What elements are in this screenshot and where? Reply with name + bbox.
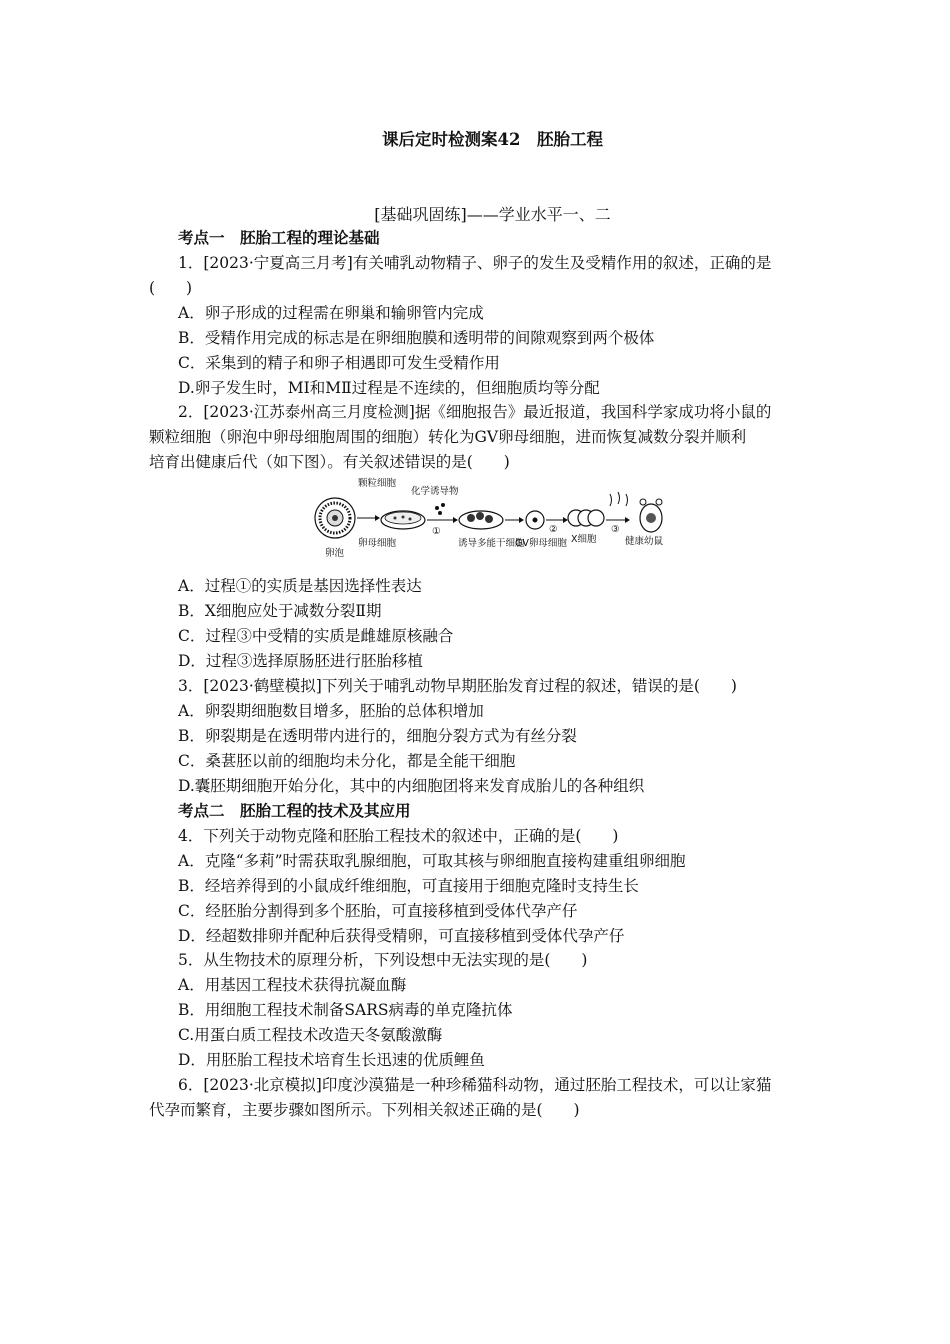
label-chemical-inducer: 化学诱导物: [411, 486, 459, 497]
q3-option-d: D.囊胚期细胞开始分化，其中的内细胞团将来发育成胎儿的各种组织: [178, 777, 645, 795]
mouse-icon: [640, 499, 662, 532]
arrow-icon: [519, 517, 524, 523]
q1-stem: 1．[2023·宁夏高三月考]有关哺乳动物精子、卵子的发生及受精作用的叙述，正确的是: [178, 254, 772, 272]
label-step-3: ③: [611, 524, 620, 535]
q2-figure: [313, 474, 673, 566]
kaodian-2-heading: 考点二 胚胎工程的技术及其应用: [178, 801, 411, 820]
q1-option-a: A．卵子形成的过程需在卵巢和输卵管内完成: [178, 304, 484, 322]
q2-option-b: B．X细胞应处于减数分裂Ⅱ期: [178, 602, 382, 620]
q2-option-c: C．过程③中受精的实质是雌雄原核融合: [178, 627, 454, 645]
q4-option-c: C．经胚胎分割得到多个胚胎，可直接移植到受体代孕产仔: [178, 902, 578, 920]
page-title: 课后定时检测案42 胚胎工程: [382, 130, 603, 149]
follicle-cell-icon: [315, 498, 355, 538]
culture-dish-icon: [381, 511, 425, 529]
arrow-icon: [563, 517, 568, 523]
label-oocyte: 卵母细胞: [358, 538, 397, 549]
q5-option-a: A．用基因工程技术获得抗凝血酶: [178, 976, 407, 994]
q2-option-a: A．过程①的实质是基因选择性表达: [178, 577, 422, 595]
label-granule-cell: 颗粒细胞: [358, 478, 397, 489]
q2-stem: 2．[2023·江苏泰州高三月度检测]据《细胞报告》最近报道，我国科学家成功将小鼠的: [178, 403, 772, 421]
sperm-icon: [610, 492, 628, 506]
label-x-cell: X细胞: [571, 534, 597, 545]
x-cell-icon: [568, 510, 604, 526]
q3-option-a: A．卵裂期细胞数目增多，胚胎的总体积增加: [178, 702, 484, 720]
q3-option-c: C．桑葚胚以前的细胞均未分化，都是全能干细胞: [178, 752, 516, 770]
q5-option-c: C.用蛋白质工程技术改造天冬氨酸激酶: [178, 1026, 443, 1044]
section-heading: [基础巩固练]——学业水平一、二: [374, 205, 611, 224]
q3-stem: 3．[2023·鹤壁模拟]下列关于哺乳动物早期胚胎发育过程的叙述，错误的是( ): [178, 677, 737, 695]
label-follicle: 卵泡: [325, 548, 345, 559]
q2-stem-cont-2: 培育出健康后代（如下图）。有关叙述错误的是( ): [149, 453, 510, 471]
q2-stem-cont-1: 颗粒细胞（卵泡中卵母细胞周围的细胞）转化为GV卵母细胞，进而恢复减数分裂并顺利: [149, 428, 747, 446]
q4-stem: 4．下列关于动物克隆和胚胎工程技术的叙述中，正确的是( ): [178, 827, 619, 845]
q4-option-d: D．经超数排卵并配种后获得受精卵，可直接移植到受体代孕产仔: [178, 927, 625, 945]
q5-option-b: B．用细胞工程技术制备SARS病毒的单克隆抗体: [178, 1001, 513, 1019]
q4-option-b: B．经培养得到的小鼠成纤维细胞，可直接用于细胞克隆时支持生长: [178, 877, 639, 895]
arrow-icon: [625, 517, 630, 523]
gv-oocyte-icon: [526, 511, 544, 529]
q4-option-a: A．克隆“多莉”时需获取乳腺细胞，可取其核与卵细胞直接构建重组卵细胞: [178, 852, 686, 870]
label-healthy-mouse: 健康幼鼠: [625, 536, 664, 547]
q6-stem: 6．[2023·北京模拟]印度沙漠猫是一种珍稀猫科动物，通过胚胎工程技术，可以让家猫: [178, 1076, 772, 1094]
q1-option-c: C．采集到的精子和卵子相遇即可发生受精作用: [178, 354, 500, 372]
q1-stem-cont: ( ): [149, 279, 193, 297]
label-step-1: ①: [432, 526, 441, 537]
q3-option-b: B．卵裂期是在透明带内进行的，细胞分裂方式为有丝分裂: [178, 727, 577, 745]
label-gv-oocyte: GV卵母细胞: [515, 538, 567, 549]
ips-dish-icon: [459, 511, 503, 529]
arrow-icon: [375, 515, 380, 521]
q1-option-d: D.卵子发生时，MⅠ和MⅡ过程是不连续的，但细胞质均等分配: [178, 379, 600, 397]
label-ips-cells: 诱导多能干细胞: [458, 538, 525, 549]
q6-stem-cont: 代孕而繁育，主要步骤如图所示。下列相关叙述正确的是( ): [149, 1101, 580, 1119]
arrow-icon: [453, 517, 458, 523]
label-step-2: ②: [549, 524, 558, 535]
q5-option-d: D．用胚胎工程技术培育生长迅速的优质鲤鱼: [178, 1051, 485, 1069]
q5-stem: 5．从生物技术的原理分析，下列设想中无法实现的是( ): [178, 951, 588, 969]
q1-option-b: B．受精作用完成的标志是在卵细胞膜和透明带的间隙观察到两个极体: [178, 329, 655, 347]
kaodian-1-heading: 考点一 胚胎工程的理论基础: [178, 228, 380, 247]
q2-option-d: D．过程③选择原肠胚进行胚胎移植: [178, 652, 423, 670]
